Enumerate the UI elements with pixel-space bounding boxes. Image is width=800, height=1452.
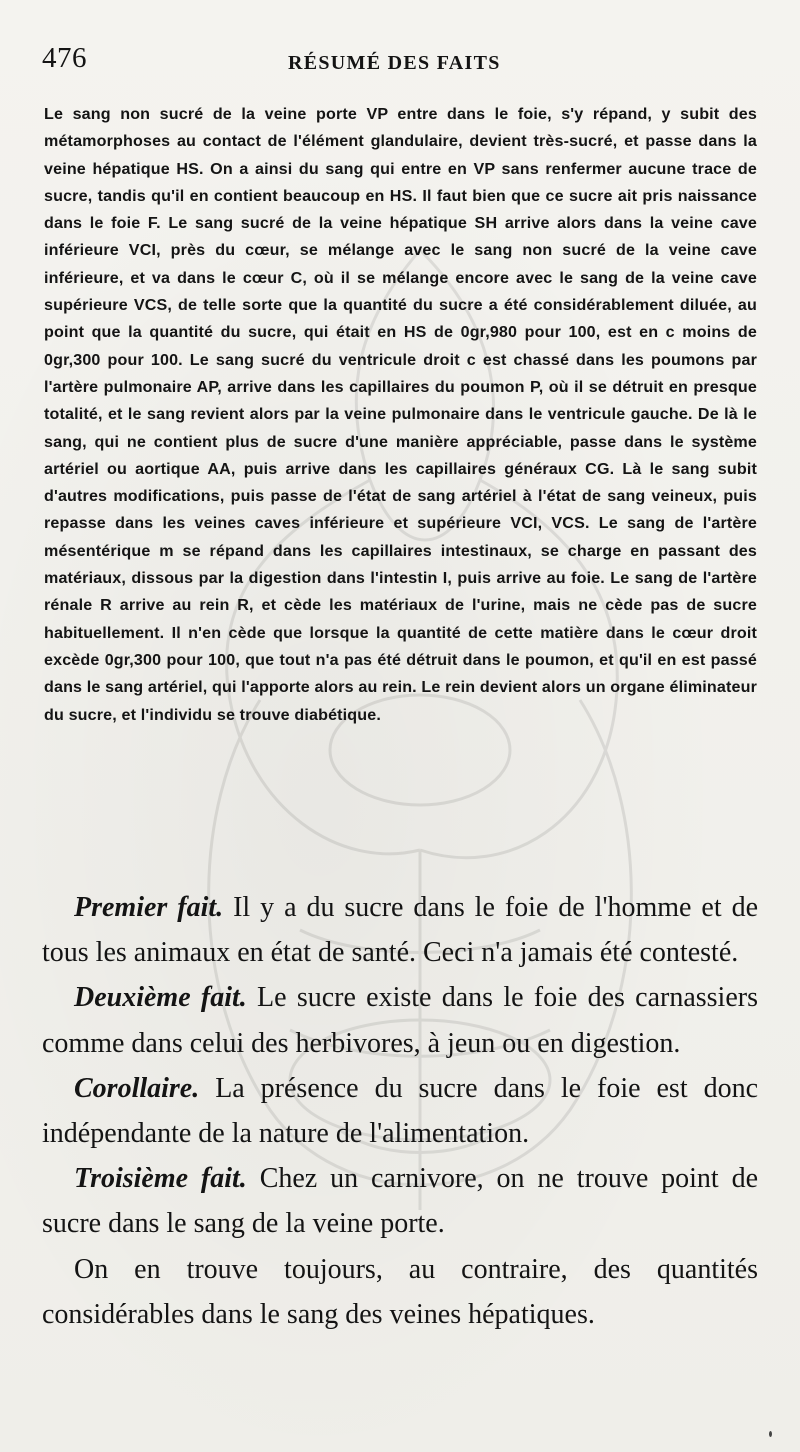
summary-paragraph: Le sang non sucré de la veine porte VP entre dans le foie, s'y répand, y subit des métamorphoses au contact de l'élément glandulaire, devient très-sucré, et passe dans la veine hépatique HS. On a ainsi du sang qui entre en VP sans renfermer aucune trace de sucre, tandis qu'il en contient beaucoup en HS. Il faut bien que ce sucre ait pris naissance dans le foie F. Le sang sucré de la veine hépatique SH arrive alors dans la veine cave inférieure VCI, près du cœur, se mélange avec le sang non sucré de la veine cave inférieure, et va dans le cœur C, où il se mélange encore avec le sang de la veine cave supérieure VCS, de telle sorte que la quantité du sucre a été considérablement diluée, au point que la quantité du sucre, qui était en HS de 0gr,980 pour 100, est en c moins de 0gr,300 pour 100. Le sang sucré du ventricule droit c est chassé dans les poumons par l'artère pulmonaire AP, arrive dans les capillaires du poumon P, où il se détruit en presque totalité, et le sang revient alors par la veine pulmonaire dans le ventricule gauche. De là le sang, qui ne contient plus de sucre d'une manière appréciable, passe dans le système artériel ou aortique AA, puis arrive dans les capillaires généraux CG. Là le sang subit d'autres modifications, puis passe de l'état de sang artériel à l'état de sang veineux, puis repasse dans les veines caves inférieure et supérieure VCI, VCS. Le sang de l'artère mésentérique m se répand dans les capillaires intestinaux, se charge en passant des matériaux, dissous par la digestion dans l'intestin I, puis arrive au foie. Le sang de l'artère rénale R arrive au rein R, et cède les matériaux de l'urine, mais ne cède pas de sucre habituellement. Il n'en cède que lorsque la quantité de cette matière dans le cœur droit excède 0gr,300 pour 100, que tout n'a pas été détruit dans le poumon, et qu'il en est passé dans le sang artériel, qui l'apporte alors au rein. Le rein devient alors un organe éliminateur du sucre, et l'individu se trouve diabétique. (44, 105, 757, 724)
fact-paragraph-1 (42, 885, 758, 975)
running-head: RÉSUMÉ DES FAITS (288, 52, 501, 74)
summary-block (44, 101, 757, 729)
fact-label-2: Deuxième fait. (74, 982, 247, 1014)
fact-text-3: Chez un carnivore, on ne trouve point de sucre dans le sang de la veine porte. (42, 1163, 758, 1240)
page-header (42, 42, 760, 82)
fact-text-2: Le sucre existe dans le foie des carnassiers comme dans celui des herbivores, à jeun ou en digestion. (42, 982, 758, 1059)
corollary-label: Corollaire. (74, 1072, 200, 1104)
fact-paragraph-3 (42, 1156, 758, 1246)
ink-smudge (769, 1431, 772, 1437)
fact-paragraph-3-continued (42, 1247, 758, 1337)
fact-text-1: Il y a du sucre dans le foie de l'homme et de tous les animaux en état de santé. Ceci n'a jamais été contesté. (42, 892, 758, 969)
corollary-text: La présence du sucre dans le foie est donc indépendante de la nature de l'alimentation. (42, 1072, 758, 1150)
fact-label-3: Troisième fait. (74, 1163, 247, 1195)
fact-text-3-continued: On en trouve toujours, au contraire, des quantités considérables dans le sang des veines hépatiques. (42, 1253, 758, 1330)
fact-label-1: Premier fait. (74, 892, 224, 923)
page-number: 476 (42, 42, 87, 74)
facts-section (42, 885, 758, 1337)
fact-paragraph-2 (42, 975, 758, 1065)
corollary-paragraph (42, 1066, 758, 1156)
